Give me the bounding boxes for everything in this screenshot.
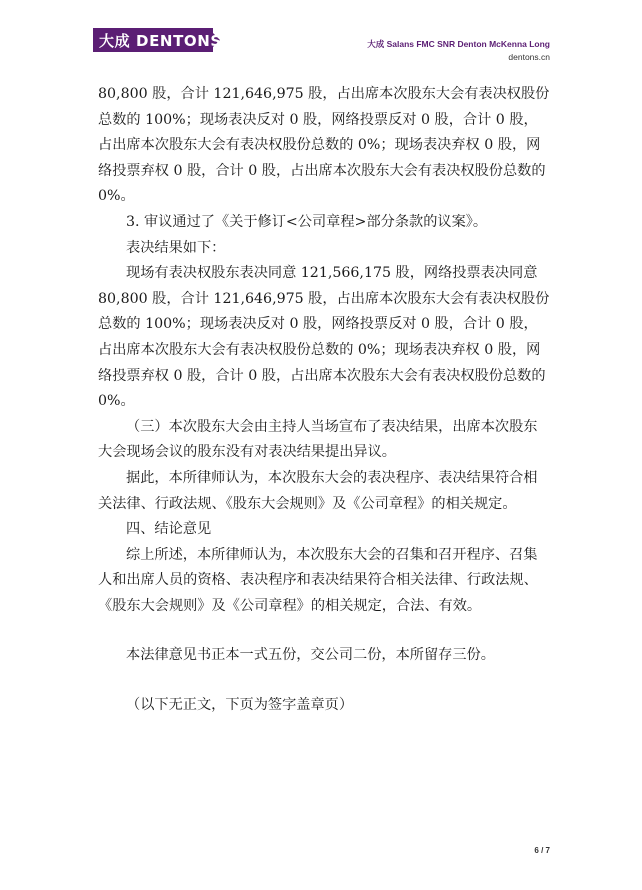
brand-names: Salans FMC SNR Denton McKenna Long [384,39,550,49]
website-text: dentons.cn [508,52,550,62]
paragraph-vote-result: 现场有表决权股东表决同意 121,566,175 股，网络投票表决同意 80,800 股，合计 121,646,975 股，占出席本次股东大会有表决权股份总数的 100%；现场表决反对 0 股，网络投票反对 0 股，合计 0 股，占出席本次股东大会有表决权股份总数的 0%；现场表决弃权 0 股，网络投票弃权 0 股，合计 0 股，占出席本次股东大会有表决权股份总数的 0%。 [98,265,550,410]
page-header [0,0,642,70]
paragraph-copies: 本法律意见书正本一式五份，交公司二份，本所留存三份。 [126,647,495,664]
header-brand-block [367,38,550,62]
spacer [98,669,550,693]
document-body [98,82,550,719]
paragraph-continued: 80,800 股，合计 121,646,975 股，占出席本次股东大会有表决权股份总数的 100%；现场表决反对 0 股，网络投票反对 0 股，合计 0 股，占出席本次股东大会有表决权股份总数的 0%；现场表决弃权 0 股，网络投票弃权 0 股，合计 0 股，占出席本次股东大会有表决权股份总数的 0%。 [98,86,550,205]
spacer [98,619,550,643]
heading-conclusion: 四、结论意见 [126,521,212,538]
paragraph-item-3: 3. 审议通过了《关于修订<公司章程>部分条款的议案》。 [126,213,488,230]
paragraph-vote-result-heading: 表决结果如下： [126,239,226,256]
paragraph-end-note: （以下无正文，下页为签字盖章页） [126,697,354,714]
paragraph-section-3: （三）本次股东大会由主持人当场宣布了表决结果，出席本次股东大会现场会议的股东没有对表决结果提出异议。 [98,418,538,461]
brand-cn: 大成 [367,39,385,49]
paragraph-conclusion: 综上所述，本所律师认为，本次股东大会的召集和召开程序、召集人和出席人员的资格、表决程序和表决结果符合相关法律、行政法规、《股东大会规则》及《公司章程》的相关规定，合法、有效。 [98,546,538,614]
dentons-logo: 大成 DENTONS [99,32,222,50]
paragraph-opinion: 据此，本所律师认为，本次股东大会的表决程序、表决结果符合相关法律、行政法规、《股东大会规则》及《公司章程》的相关规定。 [98,469,538,512]
page-number: 6 / 7 [534,846,550,855]
brand-line [367,38,550,50]
